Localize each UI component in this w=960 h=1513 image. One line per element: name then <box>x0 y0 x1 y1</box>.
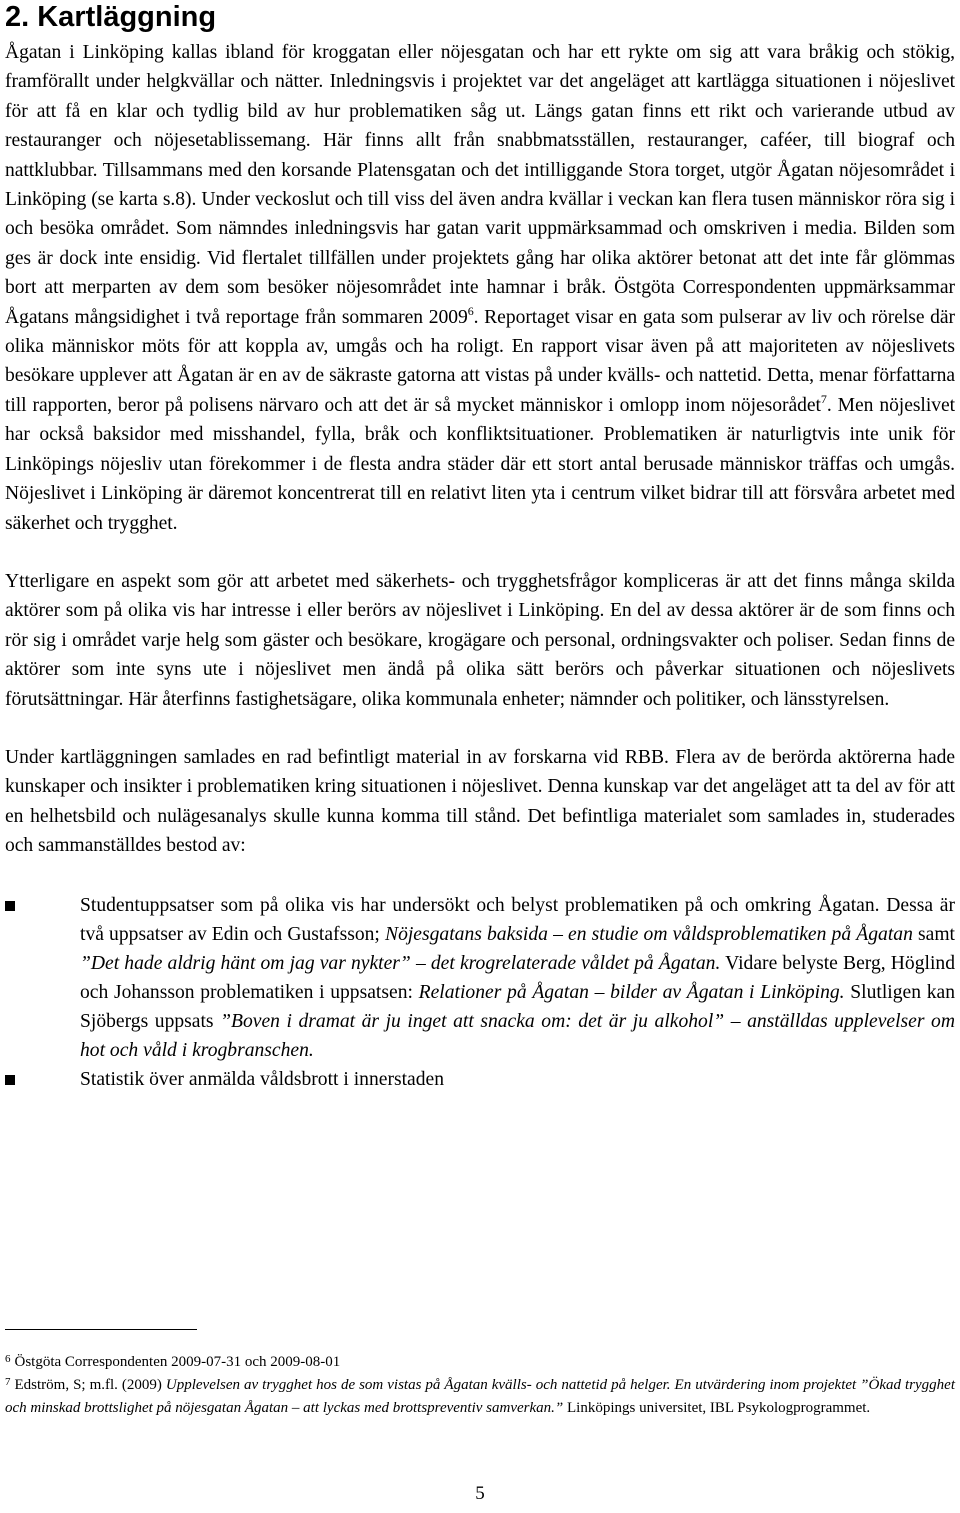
footnotes <box>5 1329 955 1420</box>
footnote-divider <box>5 1329 197 1330</box>
page-number: 5 <box>475 1483 485 1504</box>
body-paragraph-1 <box>5 38 955 538</box>
thesis-title: Nöjesgatans baksida – en studie om våldsproblematiken på Ågatan <box>385 923 913 945</box>
footnote-text: Edström, S; m.fl. (2009) <box>14 1377 166 1393</box>
footnote-number: 7 <box>5 1376 11 1388</box>
list-item-text: Studentuppsatser som på olika vis har undersökt och belyst problematiken på och omkring Ågatan. Dessa är två uppsatser av Edin och Gustafsson; <box>80 894 955 945</box>
list-item <box>5 891 955 1065</box>
list-item-text: Slutligen kan Sjöbergs uppsats <box>80 981 955 1032</box>
footnote-text: Linköpings universitet, IBL Psykologprogrammet. <box>563 1400 871 1416</box>
thesis-title: Relationer på Ågatan – bilder av Ågatan i Linköping. <box>418 981 845 1003</box>
footnote-ref-6[interactable]: 6 <box>467 303 474 318</box>
footnote-ref-7[interactable]: 7 <box>820 391 827 406</box>
document-page <box>5 0 955 1513</box>
footnote-7 <box>5 1374 955 1420</box>
footnote-number: 6 <box>5 1353 11 1365</box>
section-heading: 2. Kartläggning <box>5 1 217 33</box>
paragraph-text: . Men nöjeslivet har också baksidor med misshandel, fylla, bråk och konfliktsituationer. Problematiken är naturligtvis inte unik för Linköpings nöjesliv utan förekommer i de flesta andra städer där ett stort antal berusade människor träffas och umgås. Nöjeslivet i Linköping är däremot koncentrerat till en relativt liten yta i centrum vilket bidrar till att försvåra arbetet med säkerhet och trygghet. <box>5 394 956 534</box>
paragraph-text: . Reportaget visar en gata som pulserar av liv och rörelse där olika människor möts för att koppla av, umgås och ha roligt. En rapport visar även på att majoriteten av nöjeslivets besökare upplever att Ågatan är en av de säkraste gatorna att vistas på under kvälls- och nattetid. Detta, menar författarna till rapporten, beror på polisens närvaro och att det är så mycket människor i omlopp inom nöjesorådet <box>5 306 955 416</box>
thesis-title: ”Det hade aldrig hänt om jag var nykter” – det krogrelaterade våldet på Ågatan. <box>80 952 721 974</box>
square-bullet-icon <box>5 1075 15 1085</box>
footnote-title: Upplevelsen av trygghet hos de som vistas på Ågatan kvälls- och nattetid på helger. En utvärdering inom projektet ”Ökad trygghet och minskad brottslighet på nöjesgatan Ågatan – att lyckas med brottspreventiv samverkan.” <box>5 1377 955 1416</box>
material-list <box>5 891 955 1094</box>
body-paragraph-3: Under kartläggningen samlades en rad befintligt material in av forskarna vid RBB. Flera av de berörda aktörerna hade kunskaper och insikter i problematiken kring situationen i nöjeslivet. Denna kunskap var det angeläget att ta del av för att en helhetsbild och nulägesanalys skulle kunna komma till stånd. Det befintliga materialet som samlades in, studerades och sammanställdes bestod av: <box>5 746 955 857</box>
body-paragraph-2: Ytterligare en aspekt som gör att arbetet med säkerhets- och trygghetsfrågor kompliceras är att det finns många skilda aktörer som på olika vis har intresse i eller berörs av nöjeslivet i Linköping. En del av dessa aktörer är de som finns och rör sig i området varje helg som gäster och besökare, krogägare och personal, ordningsvakter och poliser. Sedan finns de aktörer som inte syns ute i nöjeslivet men ändå på olika sätt berörs och påverkar situationen och nöjeslivets förutsättningar. Här återfinns fastighetsägare, olika kommunala enheter; nämnder och politiker, och länsstyrelsen. <box>5 570 955 710</box>
thesis-title: ”Boven i dramat är ju inget att snacka om: det är ju alkohol” – anställdas upplevelser om hot och våld i krogbranschen. <box>80 1010 955 1061</box>
footnote-text: Östgöta Correspondenten 2009-07-31 och 2009-08-01 <box>14 1354 341 1370</box>
square-bullet-icon <box>5 901 15 911</box>
list-item <box>5 1065 955 1094</box>
list-item-text: Statistik över anmälda våldsbrott i innerstaden <box>80 1068 445 1090</box>
paragraph-text: Ågatan i Linköping kallas ibland för kroggatan eller nöjesgatan och har ett rykte om sig att vara bråkig och stökig, framförallt under helgkvällar och nätter. Inledningsvis i projektet var det angeläget att kartlägga situationen i nöjeslivet för att få en klar och tydlig bild av hur problematiken såg ut. Längs gatan finns ett rikt och varierande utbud av restauranger och nöjesetablissemang. Här finns allt från snabbmatsställen, restauranger, caféer, till biograf och nattklubbar. Tillsammans med den korsande Platensgatan och det intilliggande Stora torget, utgör Ågatan nöjesområdet i Linköping (se karta s.8). Under veckoslut och till viss del även andra kvällar i veckan kan flera tusen människor röra sig i och besöka området. Som nämndes inledningsvis har gatan varit uppmärksammad och omskriven i media. Bilden som ges är dock inte ensidig. Vid flertalet tillfällen under projektets gång har olika aktörer betonat att det inte får glömmas bort att merparten av dem som besöker nöjesområdet inte hamnar i bråk. Östgöta Correspondenten uppmärksammar Ågatans mångsidighet i två reportage från sommaren 2009 <box>5 42 955 328</box>
footnote-6 <box>5 1351 955 1374</box>
list-item-text: Vidare belyste Berg, Höglind och Johansson problematiken i uppsatsen: <box>80 952 955 1003</box>
list-item-text: samt <box>912 923 956 945</box>
